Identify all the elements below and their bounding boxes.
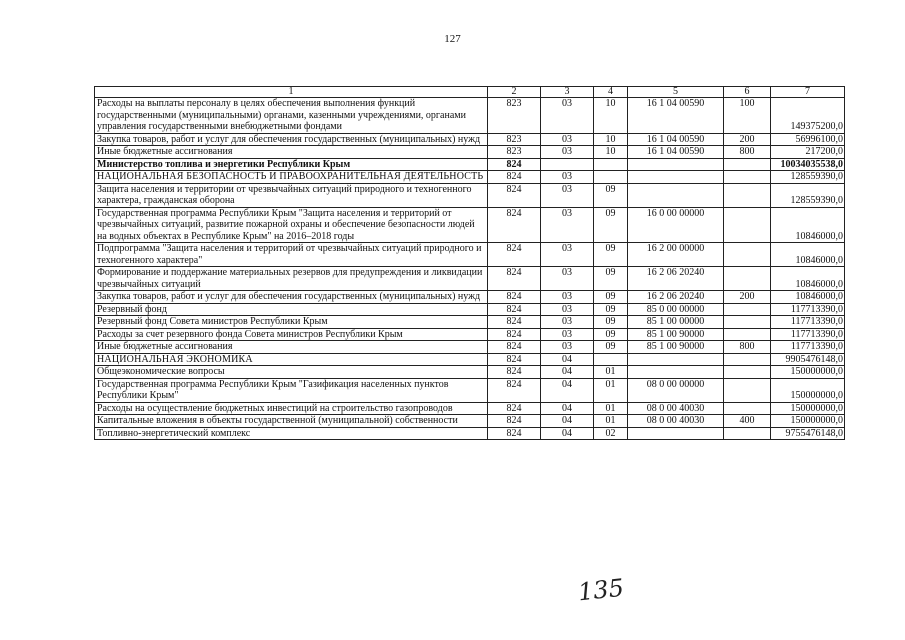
table-row	[95, 303, 845, 316]
row-col4: 01	[594, 402, 628, 415]
row-col5: 85 1 00 90000	[628, 341, 724, 354]
row-amount: 117713390,0	[771, 303, 845, 316]
row-col4: 02	[594, 427, 628, 440]
row-amount: 150000000,0	[771, 378, 845, 402]
row-col4: 09	[594, 316, 628, 329]
table-row	[95, 207, 845, 243]
row-col4: 01	[594, 366, 628, 379]
table-row	[95, 341, 845, 354]
row-col5: 08 0 00 40030	[628, 402, 724, 415]
row-amount: 9905476148,0	[771, 353, 845, 366]
row-amount: 9755476148,0	[771, 427, 845, 440]
table-row	[95, 133, 845, 146]
row-amount: 117713390,0	[771, 328, 845, 341]
table-row	[95, 146, 845, 159]
table-row	[95, 267, 845, 291]
row-col4: 09	[594, 341, 628, 354]
row-name: Государственная программа Республики Крым "Защита населения и территорий от чрезвычайных ситуаций, развитие пожарной охраны и обеспечение безопасности людей на водных объектах в Республике Крым" на 2016–2018 годы	[95, 207, 488, 243]
row-name: Министерство топлива и энергетики Республики Крым	[95, 158, 488, 171]
row-col4: 09	[594, 183, 628, 207]
table-row	[95, 427, 845, 440]
row-col2: 824	[488, 243, 541, 267]
row-col4: 09	[594, 243, 628, 267]
row-name: Государственная программа Республики Крым "Газификация населенных пунктов Республики Крым"	[95, 378, 488, 402]
row-col6: 200	[724, 133, 771, 146]
row-col2: 823	[488, 146, 541, 159]
row-col3: 03	[541, 341, 594, 354]
row-col4: 09	[594, 303, 628, 316]
table-row	[95, 378, 845, 402]
row-col4: 10	[594, 98, 628, 134]
row-name: НАЦИОНАЛЬНАЯ БЕЗОПАСНОСТЬ И ПРАВООХРАНИТЕЛЬНАЯ ДЕЯТЕЛЬНОСТЬ	[95, 171, 488, 184]
row-col4	[594, 353, 628, 366]
row-col6: 200	[724, 291, 771, 304]
row-col3: 03	[541, 207, 594, 243]
table-row	[95, 415, 845, 428]
table-row	[95, 402, 845, 415]
row-col6	[724, 183, 771, 207]
row-name: Резервный фонд Совета министров Республики Крым	[95, 316, 488, 329]
row-col5: 08 0 00 00000	[628, 378, 724, 402]
row-col2: 824	[488, 415, 541, 428]
row-col2: 824	[488, 171, 541, 184]
row-col5: 16 2 06 20240	[628, 291, 724, 304]
row-col3: 03	[541, 133, 594, 146]
row-col4: 09	[594, 267, 628, 291]
row-amount: 150000000,0	[771, 402, 845, 415]
row-col2: 824	[488, 378, 541, 402]
row-amount: 117713390,0	[771, 316, 845, 329]
row-name: Подпрограмма "Защита населения и территорий от чрезвычайных ситуаций природного и техногенного характера"	[95, 243, 488, 267]
row-col4: 01	[594, 378, 628, 402]
row-col6	[724, 402, 771, 415]
header-cell: 5	[628, 87, 724, 98]
row-col3: 03	[541, 316, 594, 329]
row-col6: 100	[724, 98, 771, 134]
row-col5: 85 1 00 00000	[628, 316, 724, 329]
row-name: Общеэкономические вопросы	[95, 366, 488, 379]
row-amount: 10846000,0	[771, 291, 845, 304]
row-col3: 03	[541, 267, 594, 291]
row-amount: 10846000,0	[771, 207, 845, 243]
row-col4: 01	[594, 415, 628, 428]
row-col6	[724, 171, 771, 184]
header-cell: 1	[95, 87, 488, 98]
row-amount: 128559390,0	[771, 171, 845, 184]
row-col3: 03	[541, 171, 594, 184]
row-col2: 824	[488, 303, 541, 316]
table-row	[95, 366, 845, 379]
table-row-ministry	[95, 158, 845, 171]
row-col4	[594, 171, 628, 184]
row-name: НАЦИОНАЛЬНАЯ ЭКОНОМИКА	[95, 353, 488, 366]
row-name: Закупка товаров, работ и услуг для обеспечения государственных (муниципальных) нужд	[95, 133, 488, 146]
row-name: Иные бюджетные ассигнования	[95, 341, 488, 354]
row-col5	[628, 171, 724, 184]
row-col2: 823	[488, 98, 541, 134]
row-name: Капитальные вложения в объекты государственной (муниципальной) собственности	[95, 415, 488, 428]
row-col6	[724, 158, 771, 171]
row-col6: 400	[724, 415, 771, 428]
header-cell: 7	[771, 87, 845, 98]
row-amount: 150000000,0	[771, 366, 845, 379]
row-col5: 16 1 04 00590	[628, 98, 724, 134]
table-row	[95, 243, 845, 267]
row-col6: 800	[724, 341, 771, 354]
row-col4: 10	[594, 146, 628, 159]
header-cell: 3	[541, 87, 594, 98]
table-row	[95, 328, 845, 341]
row-col5: 08 0 00 40030	[628, 415, 724, 428]
row-col3: 04	[541, 353, 594, 366]
table-row-section	[95, 171, 845, 184]
row-col4: 09	[594, 291, 628, 304]
row-col2: 824	[488, 291, 541, 304]
row-amount: 10846000,0	[771, 267, 845, 291]
row-col5: 85 1 00 90000	[628, 328, 724, 341]
row-col2: 824	[488, 316, 541, 329]
row-name: Закупка товаров, работ и услуг для обеспечения государственных (муниципальных) нужд	[95, 291, 488, 304]
row-amount: 10034035538,0	[771, 158, 845, 171]
row-col5	[628, 183, 724, 207]
row-col5: 16 2 06 20240	[628, 267, 724, 291]
row-col3: 04	[541, 366, 594, 379]
row-col2: 824	[488, 158, 541, 171]
budget-table	[94, 86, 845, 440]
row-col6	[724, 303, 771, 316]
row-col3: 03	[541, 243, 594, 267]
row-col5	[628, 427, 724, 440]
row-amount: 10846000,0	[771, 243, 845, 267]
table-row	[95, 98, 845, 134]
row-amount: 128559390,0	[771, 183, 845, 207]
table-header-row	[95, 87, 845, 98]
row-amount: 149375200,0	[771, 98, 845, 134]
row-name: Защита населения и территории от чрезвычайных ситуаций природного и техногенного характера, гражданская оборона	[95, 183, 488, 207]
row-amount: 117713390,0	[771, 341, 845, 354]
row-col4: 10	[594, 133, 628, 146]
row-col5	[628, 353, 724, 366]
row-col3: 04	[541, 402, 594, 415]
row-col3: 03	[541, 328, 594, 341]
row-col3: 03	[541, 291, 594, 304]
row-col4	[594, 158, 628, 171]
row-col2: 823	[488, 133, 541, 146]
table-row	[95, 183, 845, 207]
row-col5	[628, 366, 724, 379]
row-amount: 150000000,0	[771, 415, 845, 428]
row-col5: 16 2 00 00000	[628, 243, 724, 267]
row-name: Расходы на осуществление бюджетных инвестиций на строительство газопроводов	[95, 402, 488, 415]
row-name: Топливно-энергетический комплекс	[95, 427, 488, 440]
row-amount: 56996100,0	[771, 133, 845, 146]
row-col2: 824	[488, 328, 541, 341]
handwritten-page-number: 135	[576, 573, 626, 607]
row-col3: 03	[541, 303, 594, 316]
row-col3: 04	[541, 427, 594, 440]
row-col6	[724, 378, 771, 402]
row-name: Расходы на выплаты персоналу в целях обеспечения выполнения функций государственными (муниципальными) органами, казенными учреждениями, органами управления государственными внебюджетными фондами	[95, 98, 488, 134]
page-number: 127	[444, 33, 461, 45]
row-col2: 824	[488, 427, 541, 440]
row-col6	[724, 427, 771, 440]
row-col5: 16 1 04 00590	[628, 146, 724, 159]
row-col6	[724, 243, 771, 267]
row-col6	[724, 316, 771, 329]
header-cell: 2	[488, 87, 541, 98]
row-col3: 03	[541, 146, 594, 159]
row-col4: 09	[594, 207, 628, 243]
table-row	[95, 291, 845, 304]
row-col5: 16 0 00 00000	[628, 207, 724, 243]
row-name: Расходы за счет резервного фонда Совета министров Республики Крым	[95, 328, 488, 341]
row-col6	[724, 328, 771, 341]
row-amount: 217200,0	[771, 146, 845, 159]
row-col3: 03	[541, 98, 594, 134]
row-col4: 09	[594, 328, 628, 341]
table-row-section	[95, 353, 845, 366]
row-col3: 03	[541, 183, 594, 207]
row-col3: 04	[541, 378, 594, 402]
row-col5	[628, 158, 724, 171]
header-cell: 4	[594, 87, 628, 98]
row-col6	[724, 366, 771, 379]
row-col5: 16 1 04 00590	[628, 133, 724, 146]
header-cell: 6	[724, 87, 771, 98]
row-col6	[724, 353, 771, 366]
row-col6: 800	[724, 146, 771, 159]
table-row	[95, 316, 845, 329]
row-name: Формирование и поддержание материальных резервов для предупреждения и ликвидации чрезвычайных ситуаций	[95, 267, 488, 291]
row-col2: 824	[488, 207, 541, 243]
row-col5: 85 0 00 00000	[628, 303, 724, 316]
row-col6	[724, 207, 771, 243]
row-col3: 04	[541, 415, 594, 428]
row-col3	[541, 158, 594, 171]
row-col2: 824	[488, 183, 541, 207]
row-name: Резервный фонд	[95, 303, 488, 316]
row-col2: 824	[488, 353, 541, 366]
row-col6	[724, 267, 771, 291]
row-name: Иные бюджетные ассигнования	[95, 146, 488, 159]
row-col2: 824	[488, 366, 541, 379]
row-col2: 824	[488, 267, 541, 291]
row-col2: 824	[488, 402, 541, 415]
row-col2: 824	[488, 341, 541, 354]
